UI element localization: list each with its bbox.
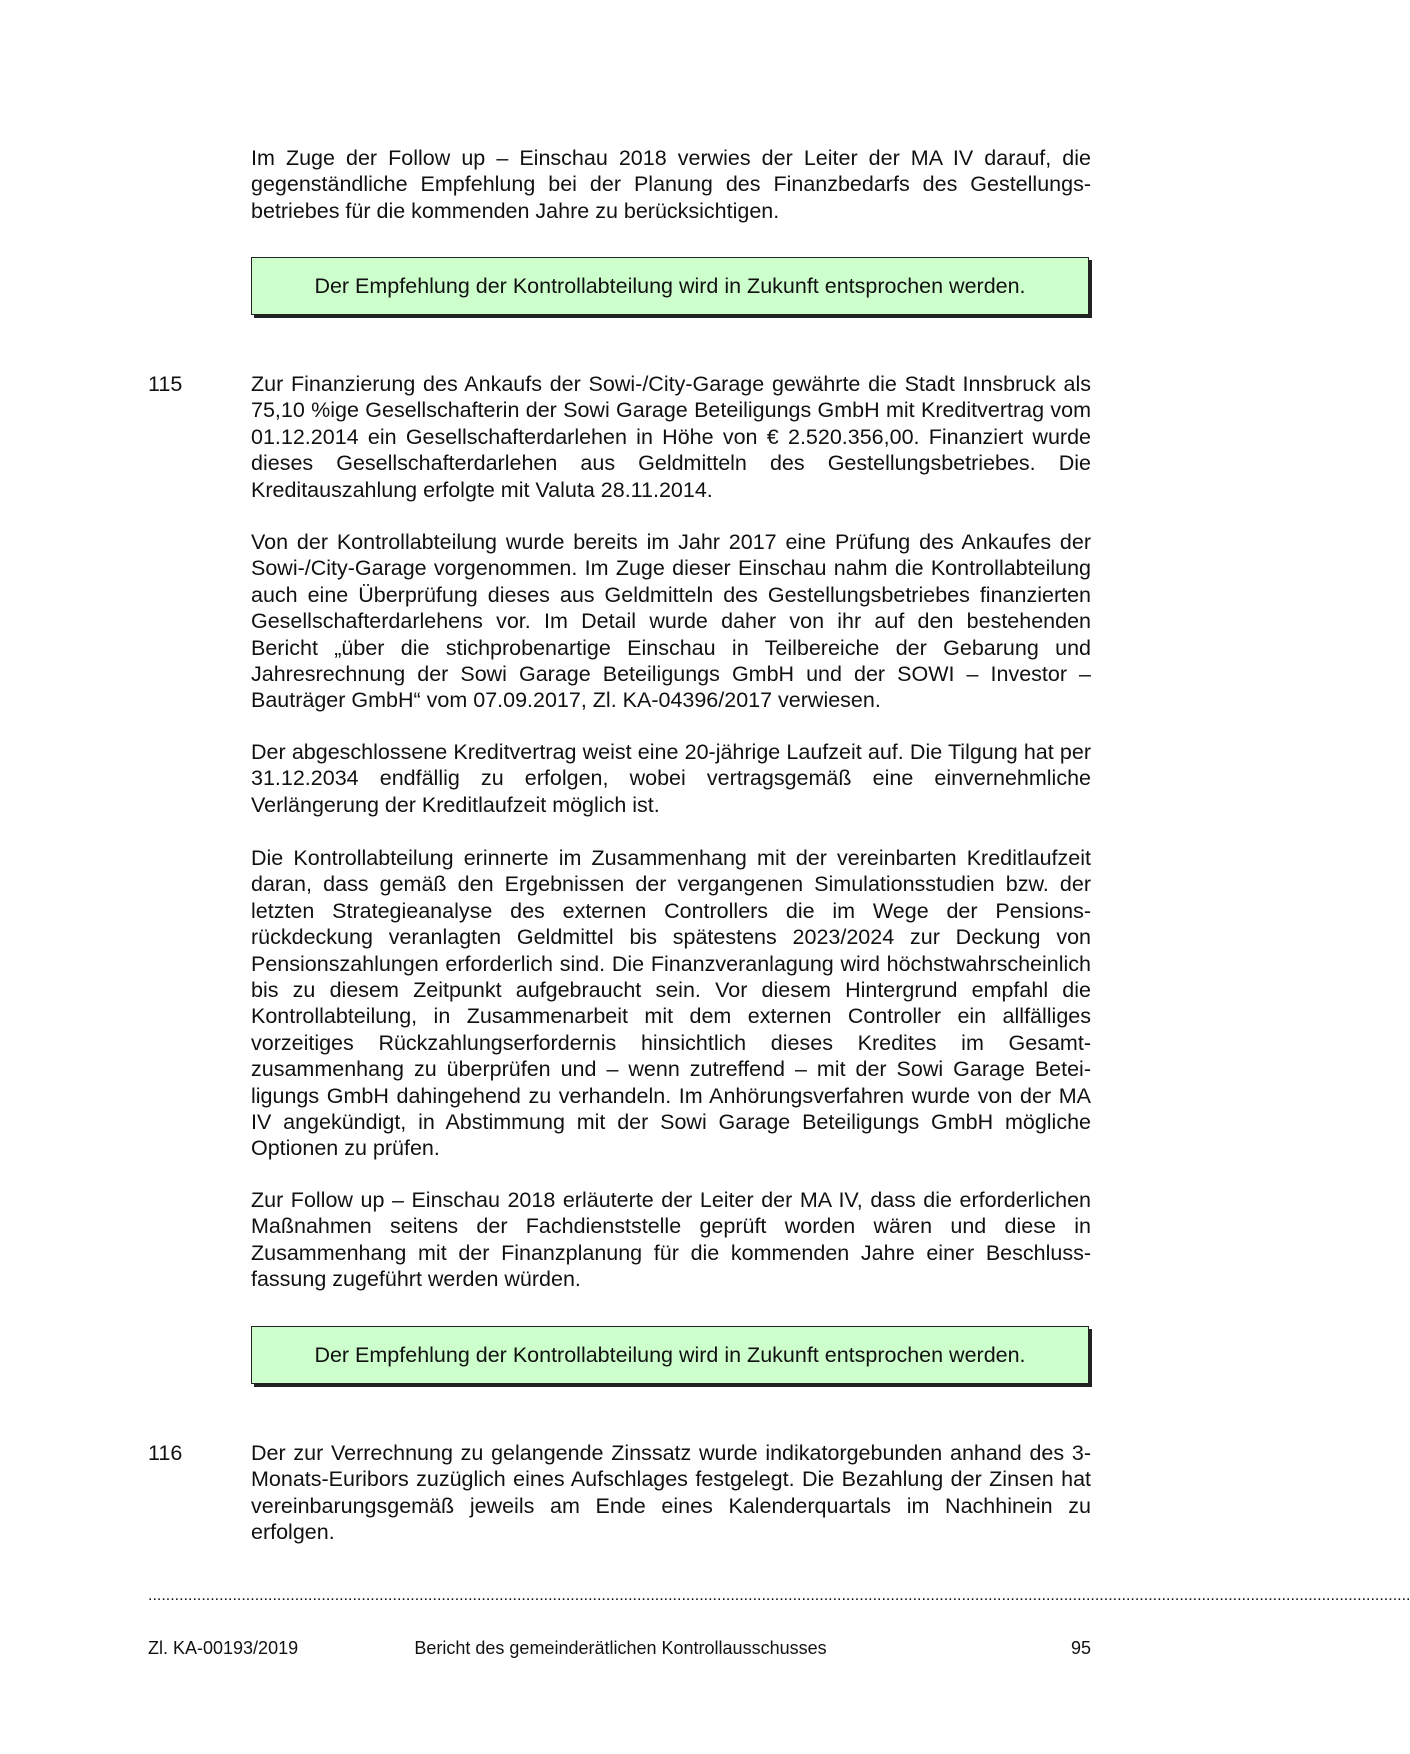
paragraph-115-prior-audit: Von der Kontrollabteilung wurde bereits im Jahr 2017 eine Prüfung des Ankaufes der Sowi-/City-Garage vorgenommen. Im Zuge dieser Einschau nahm die Kontrollabteilung auch eine Überprüfung dieses aus Geldmitteln des Gestellungsbetriebes finanzierten Gesellschafterdarlehens vor. Im Detail wurde daher von ihr auf den bestehenden Bericht „über die stichprobenartige Einschau in Teilbereiche der Gebarung und Jahresrechnung der Sowi Garage Beteiligungs GmbH und der SOWI – Investor – Bauträger GmbH“ vom 07.09.2017, Zl. KA-04396/2017 verwiesen. xyxy=(251,530,1091,713)
footer-file-reference: Zl. KA-00193/2019 xyxy=(148,1638,299,1658)
paragraph-115-loan-term: Der abgeschlossene Kreditvertrag weist eine 20-jährige Laufzeit auf. Die Tilgung hat per 31.12.2034 endfällig zu erfolgen, wobei vertragsgemäß eine einvernehmliche Verlängerung der Kreditlaufzeit möglich ist. xyxy=(251,740,1091,817)
paragraph-115-recommendation: Die Kontrollabteilung erinnerte im Zusammenhang mit der vereinbarten Kreditlaufzeit daran, dass gemäß den Ergebnissen der vergangenen Simulationsstudien bzw. der letzten Strategieanalyse des externen Controllers die im Wege der Pensionsrückdeckung veranlagten Geldmittel bis spätestens 2023/2024 zur Deckung von Pensionszahlungen erforderlich sind. Die Finanzveranlagung wird höchstwahrscheinlich bis zu diesem Zeitpunkt aufgebraucht sein. Vor diesem Hintergrund empfahl die Kontrollabteilung, in Zusammenarbeit mit dem externen Controller ein allfälliges vorzeitiges Rückzahlungserfordernis hinsichtlich dieses Kredites im Gesamtzusammenhang zu überprüfen und – wenn zutreffend – mit der Sowi Garage Beteiligungs GmbH dahingehend zu verhandeln. Im Anhörungsverfahren wurde von der MA IV angekündigt, in Abstimmung mit der Sowi Garage Beteiligungs GmbH mögliche Optionen zu prüfen. xyxy=(251,846,1091,1161)
paragraph-number-115: 115 xyxy=(148,372,183,396)
paragraph-115-follow-up: Zur Follow up – Einschau 2018 erläuterte der Leiter der MA IV, dass die erforderlichen Maßnahmen seitens der Fachdienststelle geprüft worden wären und diese in Zusammenhang mit der Finanzplanung für die kommenden Jahre einer Beschlussfassung zugeführt werden würden. xyxy=(251,1188,1091,1292)
paragraph-115-financing: Zur Finanzierung des Ankaufs der Sowi-/City-Garage gewährte die Stadt Innsbruck als 75,10 %ige Gesellschafterin der Sowi Garage Beteiligungs GmbH mit Kreditvertrag vom 01.12.2014 ein Gesellschafterdarlehen in Höhe von € 2.520.356,00. Finanziert wurde dieses Gesellschafterdarlehen aus Geldmitteln des Gestellungsbetriebes. Die Kreditauszahlung erfolgte mit Valuta 28.11.2014. xyxy=(251,372,1091,502)
page-number: 95 xyxy=(1070,1638,1091,1658)
footer-report-title: Bericht des gemeinderätlichen Kontrollausschusses xyxy=(414,1638,827,1658)
recommendation-callout: Der Empfehlung der Kontrollabteilung wird in Zukunft entsprochen werden. xyxy=(251,257,1089,315)
footer-dotted-rule: ............................................................................................................................................................................................................................................................................................ xyxy=(148,1587,1410,1604)
paragraph-116-interest: Der zur Verrechnung zu gelangende Zinssatz wurde indikatorgebunden anhand des 3-Monats-Euribors zuzüglich eines Aufschlages festgelegt. Die Bezahlung der Zinsen hat vereinbarungsgemäß jeweils am Ende eines Kalenderquartals im Nachhinein zu erfolgen. xyxy=(251,1441,1091,1545)
paragraph-follow-up-intro: Im Zuge der Follow up – Einschau 2018 verwies der Leiter der MA IV darauf, die gegenständliche Empfehlung bei der Planung des Finanzbedarfs des Gestellungsbetriebes für die kommenden Jahre zu berücksichtigen. xyxy=(251,146,1091,223)
recommendation-callout: Der Empfehlung der Kontrollabteilung wird in Zukunft entsprochen werden. xyxy=(251,1326,1089,1384)
paragraph-number-116: 116 xyxy=(148,1441,183,1465)
